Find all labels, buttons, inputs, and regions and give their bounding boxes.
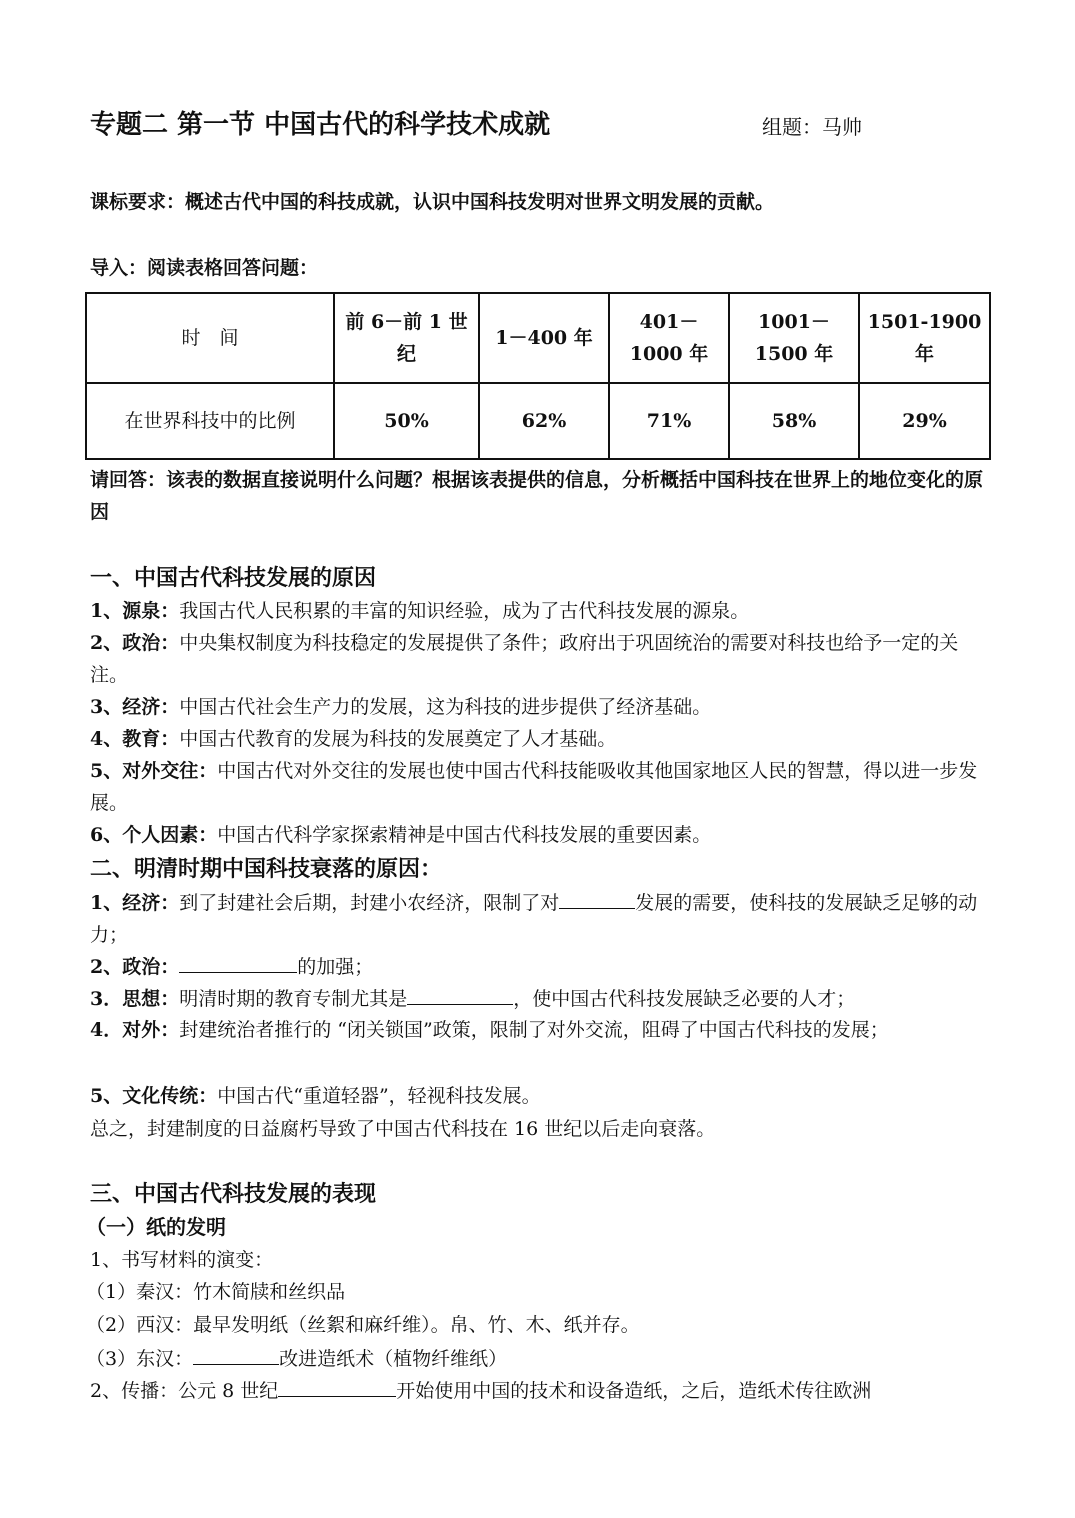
table-cell: 50%	[334, 383, 479, 459]
table-row	[86, 383, 990, 459]
requirement-text: 概述古代中国的科技成就，认识中国科技发明对世界文明发展的贡献。	[185, 191, 775, 213]
table-cell: 62%	[479, 383, 609, 459]
fill-in-blank[interactable]	[559, 886, 635, 909]
table-header-cell: 401－1000 年	[609, 293, 729, 383]
table-cell: 29%	[859, 383, 990, 459]
requirement-label: 课标要求：	[90, 191, 186, 213]
section-2-item: 1、经济：到了封建社会后期，封建小农经济，限制了对 发展的需要，使科技的发展缺乏足够的动力；	[90, 886, 990, 951]
section-3-line: 1、书写材料的演变：	[90, 1249, 274, 1271]
page-title: 专题二 第一节 中国古代的科学技术成就	[90, 110, 551, 140]
fill-in-blank[interactable]	[179, 950, 297, 973]
section-3-line: 2、传播：公元 8 世纪 开始使用中国的技术和设备造纸，之后，造纸术传往欧洲	[90, 1374, 871, 1407]
section-1-item: 3、经济：中国古代社会生产力的发展，这为科技的进步提供了经济基础。	[90, 696, 712, 718]
section-2-item: 5、文化传统：中国古代“重道轻器”，轻视科技发展。	[90, 1085, 541, 1107]
table-question: 请回答：该表的数据直接说明什么问题？根据该表提供的信息，分析概括中国科技在世界上的地位变化的原因	[90, 469, 984, 523]
science-share-table	[85, 292, 991, 460]
table-header-cell: 1001－1500 年	[729, 293, 859, 383]
table-header-cell: 前 6－前 1 世纪	[334, 293, 479, 383]
section-1-item: 6、个人因素：中国古代科学家探索精神是中国古代科技发展的重要因素。	[90, 824, 712, 846]
author-credit: 组题：马帅	[762, 115, 862, 139]
section-2-heading: 二、明清时期中国科技衰落的原因：	[90, 856, 443, 882]
title-row	[90, 104, 990, 144]
table-row-label: 在世界科技中的比例	[86, 383, 334, 459]
section-1-item: 5、对外交往：中国古代对外交往的发展也使中国古代科技能吸收其他国家地区人民的智慧，得以进一步发展。	[90, 760, 978, 814]
subsection-paper-heading: （一）纸的发明	[86, 1215, 226, 1239]
intro-lead: 导入：阅读表格回答问题：	[90, 257, 319, 279]
table-header-cell: 1－400 年	[479, 293, 609, 383]
section-3-line: （2）西汉：最早发明纸（丝絮和麻纤维）。帛、竹、木、纸并存。	[86, 1314, 640, 1336]
section-3-heading: 三、中国古代科技发展的表现	[90, 1181, 377, 1207]
section-3-line: （3）东汉： 改进造纸术（植物纤维纸）	[86, 1342, 507, 1375]
section-3-line: （1）秦汉：竹木简牍和丝织品	[86, 1281, 346, 1303]
table-cell: 71%	[609, 383, 729, 459]
table-header-row	[86, 293, 990, 383]
fill-in-blank[interactable]	[407, 982, 513, 1005]
section-2-summary: 总之，封建制度的日益腐朽导致了中国古代科技在 16 世纪以后走向衰落。	[90, 1118, 716, 1140]
table-header-cell: 1501-1900 年	[859, 293, 990, 383]
fill-in-blank[interactable]	[278, 1374, 396, 1397]
section-2-item: 3．思想：明清时期的教育专制尤其是 ，使中国古代科技发展缺乏必要的人才；	[90, 982, 990, 1015]
section-1-item: 2、政治：中央集权制度为科技稳定的发展提供了条件；政府出于巩固统治的需要对科技也给予一定的关注。	[90, 632, 959, 686]
table-header-cell: 时 间	[86, 293, 334, 383]
section-1-item: 1、源泉：我国古代人民积累的丰富的知识经验，成为了古代科技发展的源泉。	[90, 600, 750, 622]
curriculum-requirement	[90, 186, 774, 218]
section-2-item: 4．对外：封建统治者推行的 “闭关锁国”政策，限制了对外交流，阻碍了中国古代科技的发展；	[90, 1019, 889, 1041]
section-1-item: 4、教育：中国古代教育的发展为科技的发展奠定了人才基础。	[90, 728, 617, 750]
section-2-item: 2、政治： 的加强；	[90, 950, 990, 983]
section-1-heading: 一、中国古代科技发展的原因	[90, 565, 377, 591]
table-cell: 58%	[729, 383, 859, 459]
fill-in-blank[interactable]	[193, 1342, 279, 1365]
